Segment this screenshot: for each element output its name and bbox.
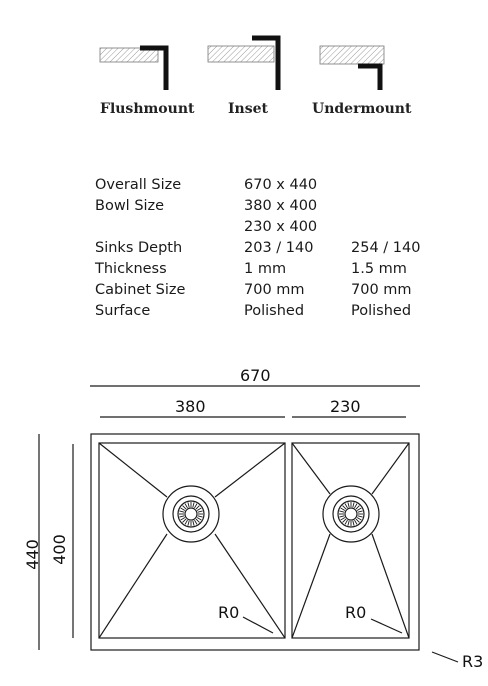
left-bowl-diagonal — [99, 443, 167, 497]
bowl1-width-label: 380 — [175, 397, 206, 416]
right-drain-slot — [339, 511, 344, 512]
left-drain-slot — [197, 518, 201, 521]
inset-label: Inset — [228, 101, 268, 117]
right-drain-slot — [353, 502, 354, 507]
right-drain-slot — [343, 506, 347, 510]
right-drain-slot — [356, 519, 360, 523]
left-drain-core — [185, 508, 197, 520]
left-bowl-diagonal — [215, 443, 285, 497]
right-drain-slot — [358, 511, 363, 512]
left-drain-slot — [185, 520, 188, 524]
spec-label: Cabinet Size — [95, 282, 186, 298]
spec-value-alt: 700 mm — [351, 282, 412, 298]
left-drain-slot — [196, 519, 200, 523]
overall-height-label: 440 — [22, 539, 42, 570]
radius-outer-leader — [432, 652, 458, 662]
spec-label: Overall Size — [95, 177, 182, 193]
right-drain-slot — [348, 521, 349, 526]
left-drain-slot — [196, 506, 200, 510]
right-drain-slot — [341, 508, 345, 511]
right-drain-slot — [339, 516, 344, 517]
spec-value-alt: 254 / 140 — [351, 240, 421, 256]
left-drain-slot — [181, 508, 185, 511]
right-drain-slot — [348, 502, 349, 507]
left-drain-slot — [198, 511, 203, 512]
right-drain-slot — [358, 516, 363, 517]
spec-value-alt: Polished — [351, 303, 412, 319]
spec-value: Polished — [244, 303, 305, 319]
right-bowl-diagonal — [372, 443, 409, 494]
flushmount-label: Flushmount — [100, 101, 195, 117]
left-drain-slot — [193, 502, 194, 507]
right-drain-slot — [356, 506, 360, 510]
radius-left-leader — [243, 617, 273, 633]
radius-right-label: R0 — [345, 603, 367, 622]
right-drain-slot — [345, 520, 348, 524]
right-drain-slot — [355, 520, 358, 524]
left-drain-slot — [183, 519, 187, 523]
right-drain-slot — [341, 518, 345, 521]
left-drain-slot — [195, 504, 198, 508]
left-bowl-outline — [99, 443, 285, 638]
spec-label: Bowl Size — [95, 198, 165, 214]
spec-label: Sinks Depth — [95, 240, 183, 256]
bowl2-width-label: 230 — [330, 397, 361, 416]
right-bowl-diagonal — [292, 443, 330, 494]
left-bowl-diagonal — [215, 534, 285, 638]
radius-right-leader — [371, 619, 402, 633]
right-drain-slot — [345, 504, 348, 508]
overall-width-label: 670 — [240, 366, 271, 385]
left-drain-slot — [183, 506, 187, 510]
right-drain-slot — [353, 521, 354, 526]
spec-value: 380 x 400 — [244, 198, 318, 214]
spec-value-alt: 1.5 mm — [351, 261, 407, 277]
radius-outer-label: R3 — [462, 652, 484, 671]
right-bowl-diagonal — [292, 534, 330, 638]
left-drain-slot — [198, 516, 203, 517]
spec-value: 203 / 140 — [244, 240, 314, 256]
right-drain-core — [345, 508, 357, 520]
left-drain-slot — [188, 521, 189, 526]
bowl-height-label: 400 — [49, 534, 69, 565]
spec-value: 670 x 440 — [244, 177, 318, 193]
left-drain-slot — [179, 516, 184, 517]
undermount-label: Undermount — [312, 101, 412, 117]
left-bowl-diagonal — [99, 534, 167, 638]
left-drain-slot — [188, 502, 189, 507]
left-drain-slot — [195, 520, 198, 524]
spec-label: Thickness — [95, 261, 167, 277]
right-drain-slot — [357, 518, 361, 521]
spec-value: 230 x 400 — [244, 219, 318, 235]
spec-value: 700 mm — [244, 282, 305, 298]
right-drain-slot — [355, 504, 358, 508]
left-drain-slot — [181, 518, 185, 521]
left-drain-slot — [179, 511, 184, 512]
right-drain-slot — [357, 508, 361, 511]
right-drain-slot — [343, 519, 347, 523]
left-drain-outer — [163, 486, 219, 542]
spec-value: 1 mm — [244, 261, 287, 277]
spec-label: Surface — [95, 303, 151, 319]
left-drain-slot — [185, 504, 188, 508]
right-drain-outer — [323, 486, 379, 542]
left-drain-slot — [197, 508, 201, 511]
left-drain-slot — [193, 521, 194, 526]
radius-left-label: R0 — [218, 603, 240, 622]
